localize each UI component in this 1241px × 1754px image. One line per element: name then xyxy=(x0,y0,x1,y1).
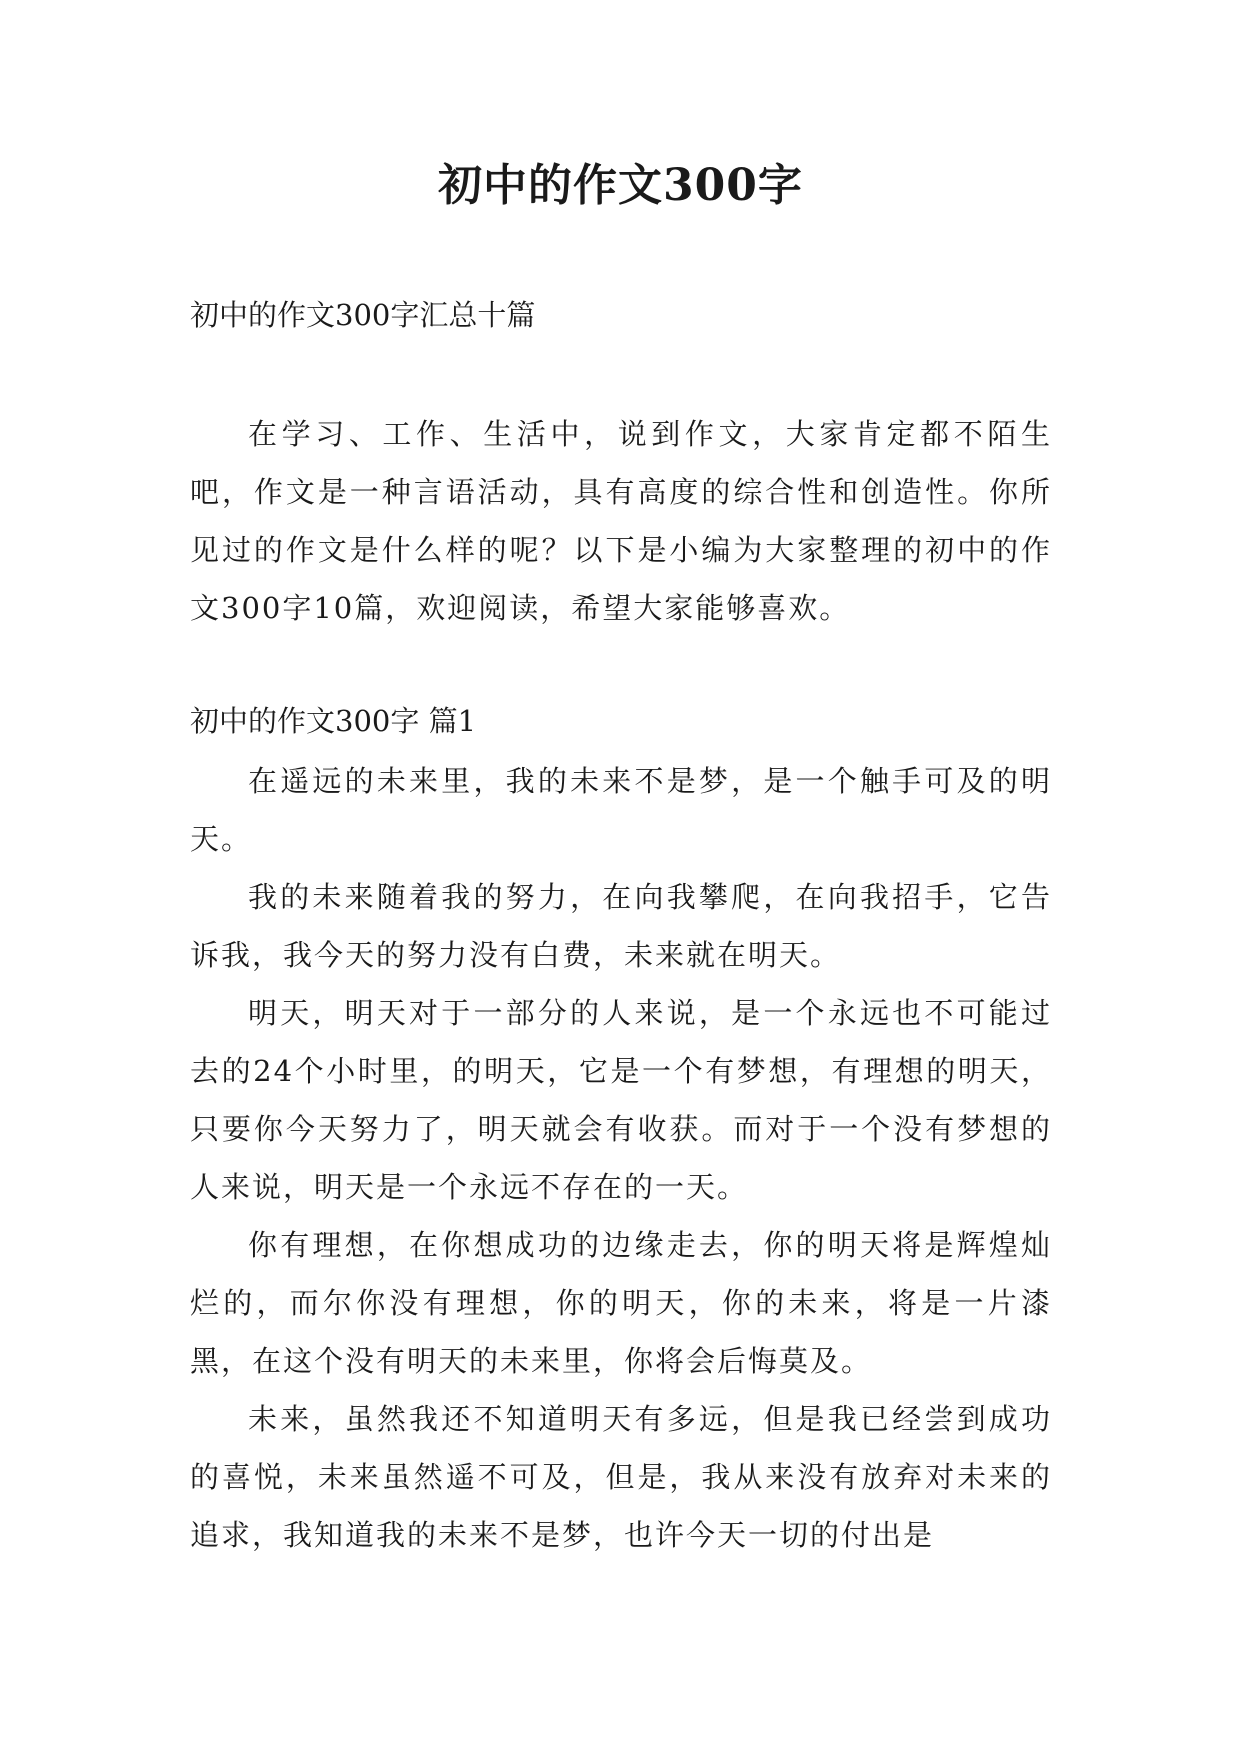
essay-paragraph-1: 在遥远的未来里，我的未来不是梦，是一个触手可及的明天。 xyxy=(190,764,1052,856)
intro-block xyxy=(190,405,1052,637)
essay-paragraph-5: 未来，虽然我还不知道明天有多远，但是我已经尝到成功的喜悦，未来虽然遥不可及，但是，我从来没有放弃对未来的追求，我知道我的未来不是梦，也许今天一切的付出是 xyxy=(190,1402,1052,1552)
page-title: 初中的作文300字 xyxy=(438,160,803,211)
essay-paragraph-3: 明天，明天对于一部分的人来说，是一个永远也不可能过去的24个小时里，的明天，它是一个有梦想，有理想的明天，只要你今天努力了，明天就会有收获。而对于一个没有梦想的人来说，明天是一个永远不存在的一天。 xyxy=(190,996,1052,1204)
section-heading: 初中的作文300字 篇1 xyxy=(190,704,477,738)
document-subtitle: 初中的作文300字汇总十篇 xyxy=(190,298,536,332)
essay-body xyxy=(190,752,1052,1564)
essay-paragraph-2: 我的未来随着我的努力，在向我攀爬，在向我招手，它告诉我，我今天的努力没有白费，未来就在明天。 xyxy=(190,880,1052,972)
intro-paragraph: 在学习、工作、生活中，说到作文，大家肯定都不陌生吧，作文是一种言语活动，具有高度的综合性和创造性。你所见过的作文是什么样的呢？以下是小编为大家整理的初中的作文300字10篇，欢迎阅读，希望大家能够喜欢。 xyxy=(190,417,1052,625)
essay-paragraph-4: 你有理想，在你想成功的边缘走去，你的明天将是辉煌灿烂的，而尔你没有理想，你的明天，你的未来，将是一片漆黑，在这个没有明天的未来里，你将会后悔莫及。 xyxy=(190,1228,1052,1378)
